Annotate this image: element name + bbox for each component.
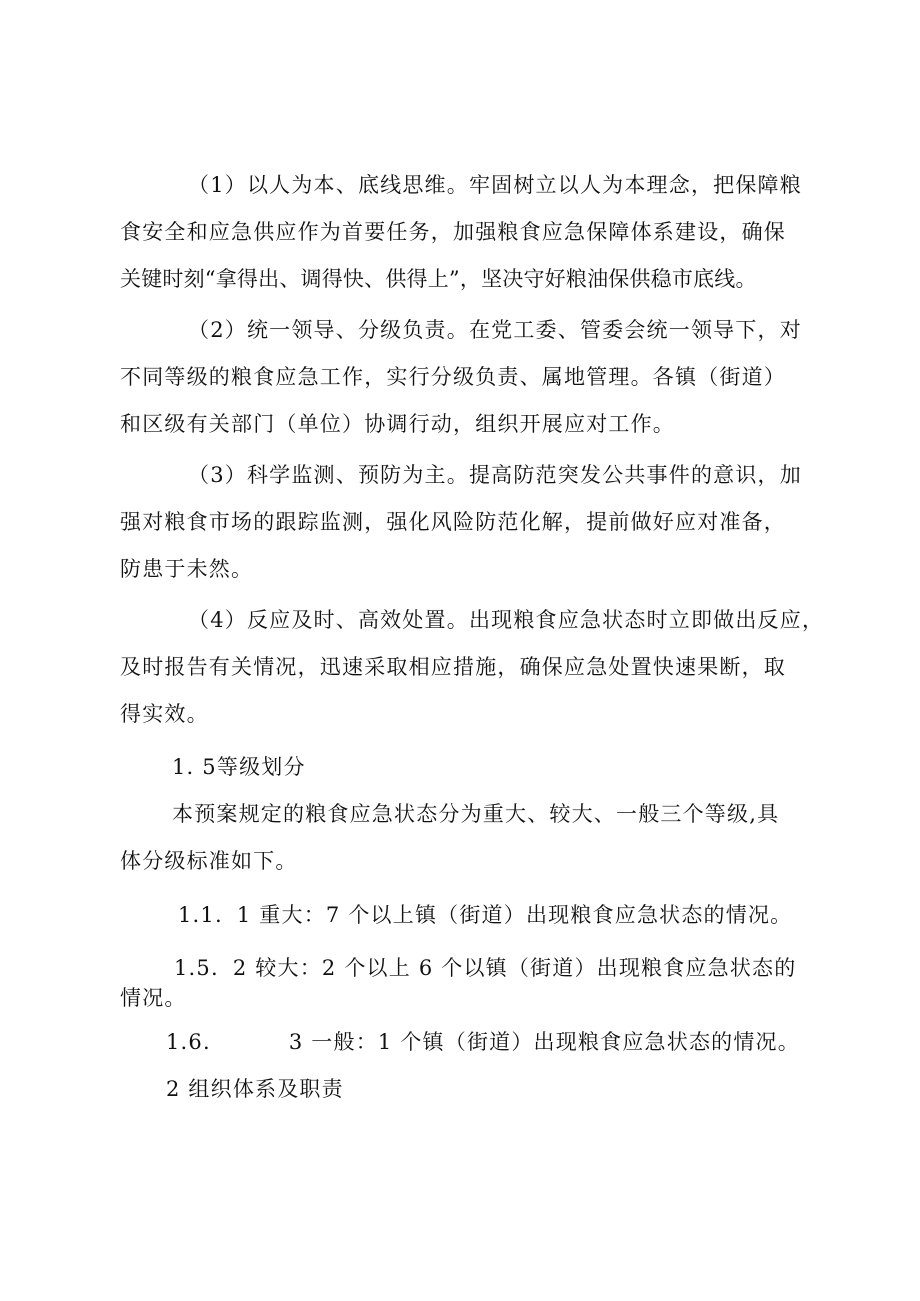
paragraph-2-line-3: 和区级有关部门（单位）协调行动，组织开展应对工作。 <box>120 412 675 436</box>
level-item-large-continuation: 情况。 <box>120 986 187 1010</box>
paragraph-1-line-1: （1）以人为本、底线思维。牢固树立以人为本理念，把保障粮 <box>188 173 802 197</box>
section-2-heading: 2 组织体系及职责 <box>166 1077 344 1101</box>
paragraph-4-line-3: 得实效。 <box>120 702 209 726</box>
paragraph-4-line-1: （4）反应及时、高效处置。出现粮食应急状态时立即做出反应， <box>188 608 825 632</box>
paragraph-1-line-2: 食安全和应急供应作为首要任务，加强粮食应急保障体系建设，确保 <box>120 220 786 244</box>
level-item-number: 1.6. <box>166 1030 211 1054</box>
section-1-5-intro-line-1: 本预案规定的粮食应急状态分为重大、较大、一般三个等级,具 <box>172 802 780 826</box>
paragraph-2-line-1: （2）统一领导、分级负责。在党工委、管委会统一领导下，对 <box>188 318 802 342</box>
level-item-number: 1.1. <box>178 903 223 927</box>
paragraph-2-line-2: 不同等级的粮食应急工作，实行分级负责、属地管理。各镇（街道） <box>120 365 786 389</box>
paragraph-3-line-2: 强对粮食市场的跟踪监测，强化风险防范化解，提前做好应对准备， <box>120 510 786 534</box>
level-item-major <box>178 900 792 930</box>
section-1-5-heading <box>172 752 306 782</box>
section-1-5-title: 等级划分 <box>216 755 306 779</box>
paragraph-1-line-3: 关键时刻“拿得出、调得快、供得上”，坚决守好粮油保供稳市底线。 <box>120 267 757 291</box>
level-item-text: 1 重大：7 个以上镇（街道）出现粮食应急状态的情况。 <box>236 903 793 927</box>
level-item-general <box>166 1027 800 1057</box>
level-item-large <box>174 953 796 983</box>
paragraph-3-line-3: 防患于未然。 <box>120 557 254 581</box>
paragraph-3-line-1: （3）科学监测、预防为主。提高防范突发公共事件的意识，加 <box>188 463 802 487</box>
section-1-5-number: 1. 5 <box>172 755 217 779</box>
level-item-number: 1.5. <box>174 956 219 980</box>
level-item-text: 3 一般：1 个镇（街道）出现粮食应急状态的情况。 <box>288 1030 800 1054</box>
paragraph-4-line-2: 及时报告有关情况，迅速采取相应措施，确保应急处置快速果断，取 <box>120 655 786 679</box>
section-1-5-intro-line-2: 体分级标准如下。 <box>120 849 298 873</box>
level-item-text: 2 较大：2 个以上 6 个以镇（街道）出现粮食应急状态的 <box>232 956 797 980</box>
